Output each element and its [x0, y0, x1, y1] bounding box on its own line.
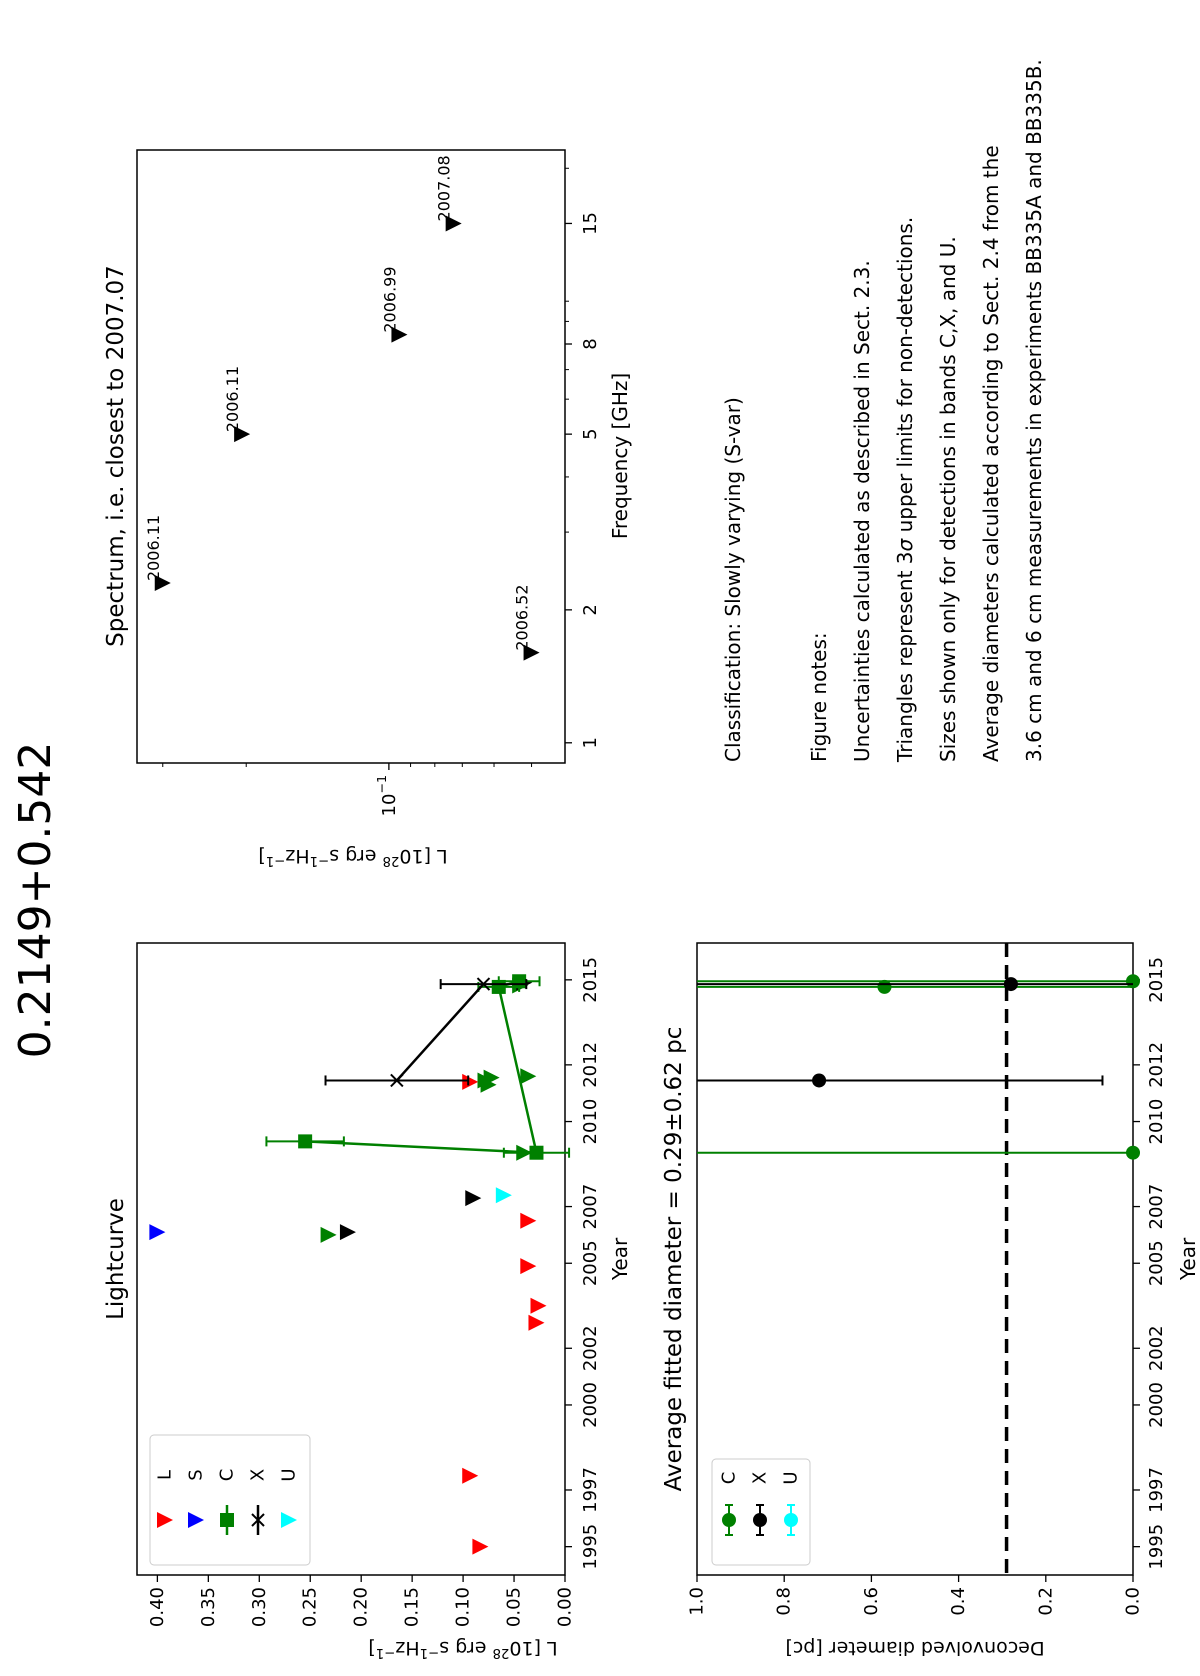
diameter-xtick-label: 1995 [1145, 1523, 1167, 1570]
diameter-legend-marker-C [722, 1513, 736, 1527]
note-line-5: 3.6 cm and 6 cm measurements in experiments BB335A and BB335B. [1022, 59, 1046, 762]
diameter-ytick-label: 0.0 [1122, 1587, 1144, 1616]
lightcurve-xtick-label: 2002 [579, 1325, 601, 1372]
lightcurve-point-C [298, 1134, 312, 1148]
diameter-xtick-label: 2007 [1145, 1183, 1167, 1230]
diameter-legend-marker-X [753, 1513, 767, 1527]
spectrum-xlabel: Frequency [GHz] [608, 372, 632, 540]
lightcurve-legend-box [150, 1435, 310, 1565]
lightcurve-ytick-label: 0.25 [299, 1587, 321, 1628]
spectrum-ylabel: L [$10^{28}$ erg $s^{-1}Hz^{-1}$] [258, 845, 448, 869]
lightcurve-legend-label: U [278, 1468, 300, 1482]
diameter-legend-label: U [780, 1471, 802, 1485]
lightcurve-upper-limit-S [149, 1224, 165, 1240]
diameter-legend-label: X [749, 1471, 771, 1485]
spectrum-title: Spectrum, i.e. closest to 2007.07 [103, 265, 129, 647]
lightcurve-upper-limit-C [321, 1227, 337, 1243]
spectrum-xtick-label: 15 [579, 211, 601, 235]
diameter-xtick-label: 2010 [1145, 1098, 1167, 1145]
lightcurve-upper-limit-L [462, 1074, 478, 1090]
note-line-1: Uncertainties calculated as described in Sect. 2.3. [850, 260, 874, 762]
diameter-xtick-label: 2000 [1145, 1382, 1167, 1428]
lightcurve-legend-label: L [154, 1469, 176, 1481]
lightcurve-series-line-X [397, 984, 484, 1080]
figure-notes [721, 59, 1046, 763]
note-line-3: Sizes shown only for detections in bands C,X, and U. [936, 236, 960, 762]
diameter-panel [661, 943, 1200, 1659]
lightcurve-xlabel: Year [608, 1237, 632, 1281]
lightcurve-ylabel: L [$10^{28}$ erg $s^{-1}Hz^{-1}$] [368, 1637, 558, 1661]
diameter-legend-marker-U [784, 1513, 798, 1527]
diameter-point-C [1126, 974, 1140, 988]
spectrum-point-label: 2006.52 [512, 584, 532, 651]
lightcurve-xtick-label: 2007 [579, 1183, 601, 1230]
diameter-ytick-label: 0.8 [773, 1587, 795, 1616]
lightcurve-xtick-label: 2005 [579, 1240, 601, 1287]
figure-title: 0.2149+0.542 [10, 741, 61, 1059]
lightcurve-xtick-label: 2015 [579, 956, 601, 1003]
diameter-point-X [812, 1073, 826, 1087]
diameter-xtick-label: 2012 [1145, 1041, 1167, 1088]
lightcurve-panel [103, 943, 632, 1661]
diameter-ytick-label: 0.2 [1035, 1587, 1057, 1616]
lightcurve-ytick-label: 0.20 [350, 1587, 372, 1628]
spectrum-plot-frame [137, 150, 565, 763]
lightcurve-upper-limit-L [462, 1468, 478, 1484]
diameter-title: Average fitted diameter = 0.29±0.62 pc [661, 1026, 687, 1492]
lightcurve-series-line-C [305, 981, 536, 1152]
spectrum-point-label: 2006.99 [380, 266, 400, 333]
lightcurve-legend-label: C [216, 1468, 238, 1482]
spectrum-xtick-label: 5 [579, 428, 601, 440]
lightcurve-ytick-label: 0.05 [503, 1587, 525, 1628]
lightcurve-upper-limit-C [520, 1068, 536, 1084]
spectrum-point-label: 2006.11 [223, 365, 243, 433]
lightcurve-legend-label: S [185, 1469, 207, 1481]
lightcurve-legend-label: X [247, 1468, 269, 1482]
lightcurve-ytick-label: 0.00 [554, 1587, 576, 1628]
diameter-ylabel: Deconvolved diameter [pc] [785, 1637, 1045, 1659]
diameter-ytick-label: 0.6 [860, 1587, 882, 1616]
diameter-xtick-label: 2015 [1145, 956, 1167, 1003]
lightcurve-point-C [529, 1146, 543, 1160]
diameter-xtick-label: 2002 [1145, 1325, 1167, 1372]
lightcurve-upper-limit-U [496, 1187, 512, 1203]
lightcurve-upper-limit-X [340, 1224, 356, 1240]
lightcurve-ytick-label: 0.10 [452, 1587, 474, 1628]
spectrum-xtick-label: 8 [579, 338, 601, 350]
diameter-xtick-label: 1997 [1145, 1467, 1167, 1513]
lightcurve-ytick-label: 0.40 [146, 1587, 168, 1628]
lightcurve-ytick-label: 0.35 [197, 1587, 219, 1628]
notes-heading: Figure notes: [807, 632, 831, 762]
lightcurve-point-C [512, 974, 526, 988]
lightcurve-upper-limit-L [520, 1213, 536, 1229]
note-line-2: Triangles represent 3σ upper limits for non-detections. [893, 216, 917, 762]
lightcurve-upper-limit-L [472, 1539, 488, 1555]
lightcurve-xtick-label: 2012 [579, 1041, 601, 1088]
diameter-legend-label: C [718, 1471, 740, 1485]
legend-marker-C [220, 1513, 234, 1527]
lightcurve-upper-limit-L [520, 1258, 536, 1274]
spectrum-xtick-label: 2 [579, 604, 601, 616]
lightcurve-xtick-label: 2000 [579, 1382, 601, 1428]
lightcurve-upper-limit-L [528, 1315, 544, 1331]
lightcurve-title: Lightcurve [103, 1198, 129, 1320]
spectrum-ytick-label: $10^{-1}$ [373, 775, 400, 817]
diameter-xtick-label: 2005 [1145, 1240, 1167, 1287]
diameter-ytick-label: 1.0 [686, 1587, 708, 1616]
lightcurve-upper-limit-X [465, 1190, 481, 1206]
classification-text: Classification: Slowly varying (S-var) [721, 397, 745, 762]
note-line-4: Average diameters calculated according to Sect. 2.4 from the [979, 145, 1003, 762]
lightcurve-ytick-label: 0.30 [248, 1587, 270, 1628]
diameter-xlabel: Year [1176, 1237, 1200, 1281]
spectrum-panel [103, 150, 632, 869]
spectrum-xtick-label: 1 [579, 737, 601, 749]
lightcurve-xtick-label: 1995 [579, 1523, 601, 1570]
lightcurve-ytick-label: 0.15 [401, 1587, 423, 1628]
spectrum-point-label: 2006.11 [143, 514, 163, 582]
lightcurve-upper-limit-L [531, 1298, 547, 1314]
diameter-point-X [1004, 977, 1018, 991]
lightcurve-xtick-label: 2010 [579, 1098, 601, 1145]
diameter-ytick-label: 0.4 [948, 1587, 970, 1616]
spectrum-point-label: 2007.08 [434, 155, 454, 222]
diameter-point-C [1126, 1146, 1140, 1160]
lightcurve-xtick-label: 1997 [579, 1467, 601, 1513]
